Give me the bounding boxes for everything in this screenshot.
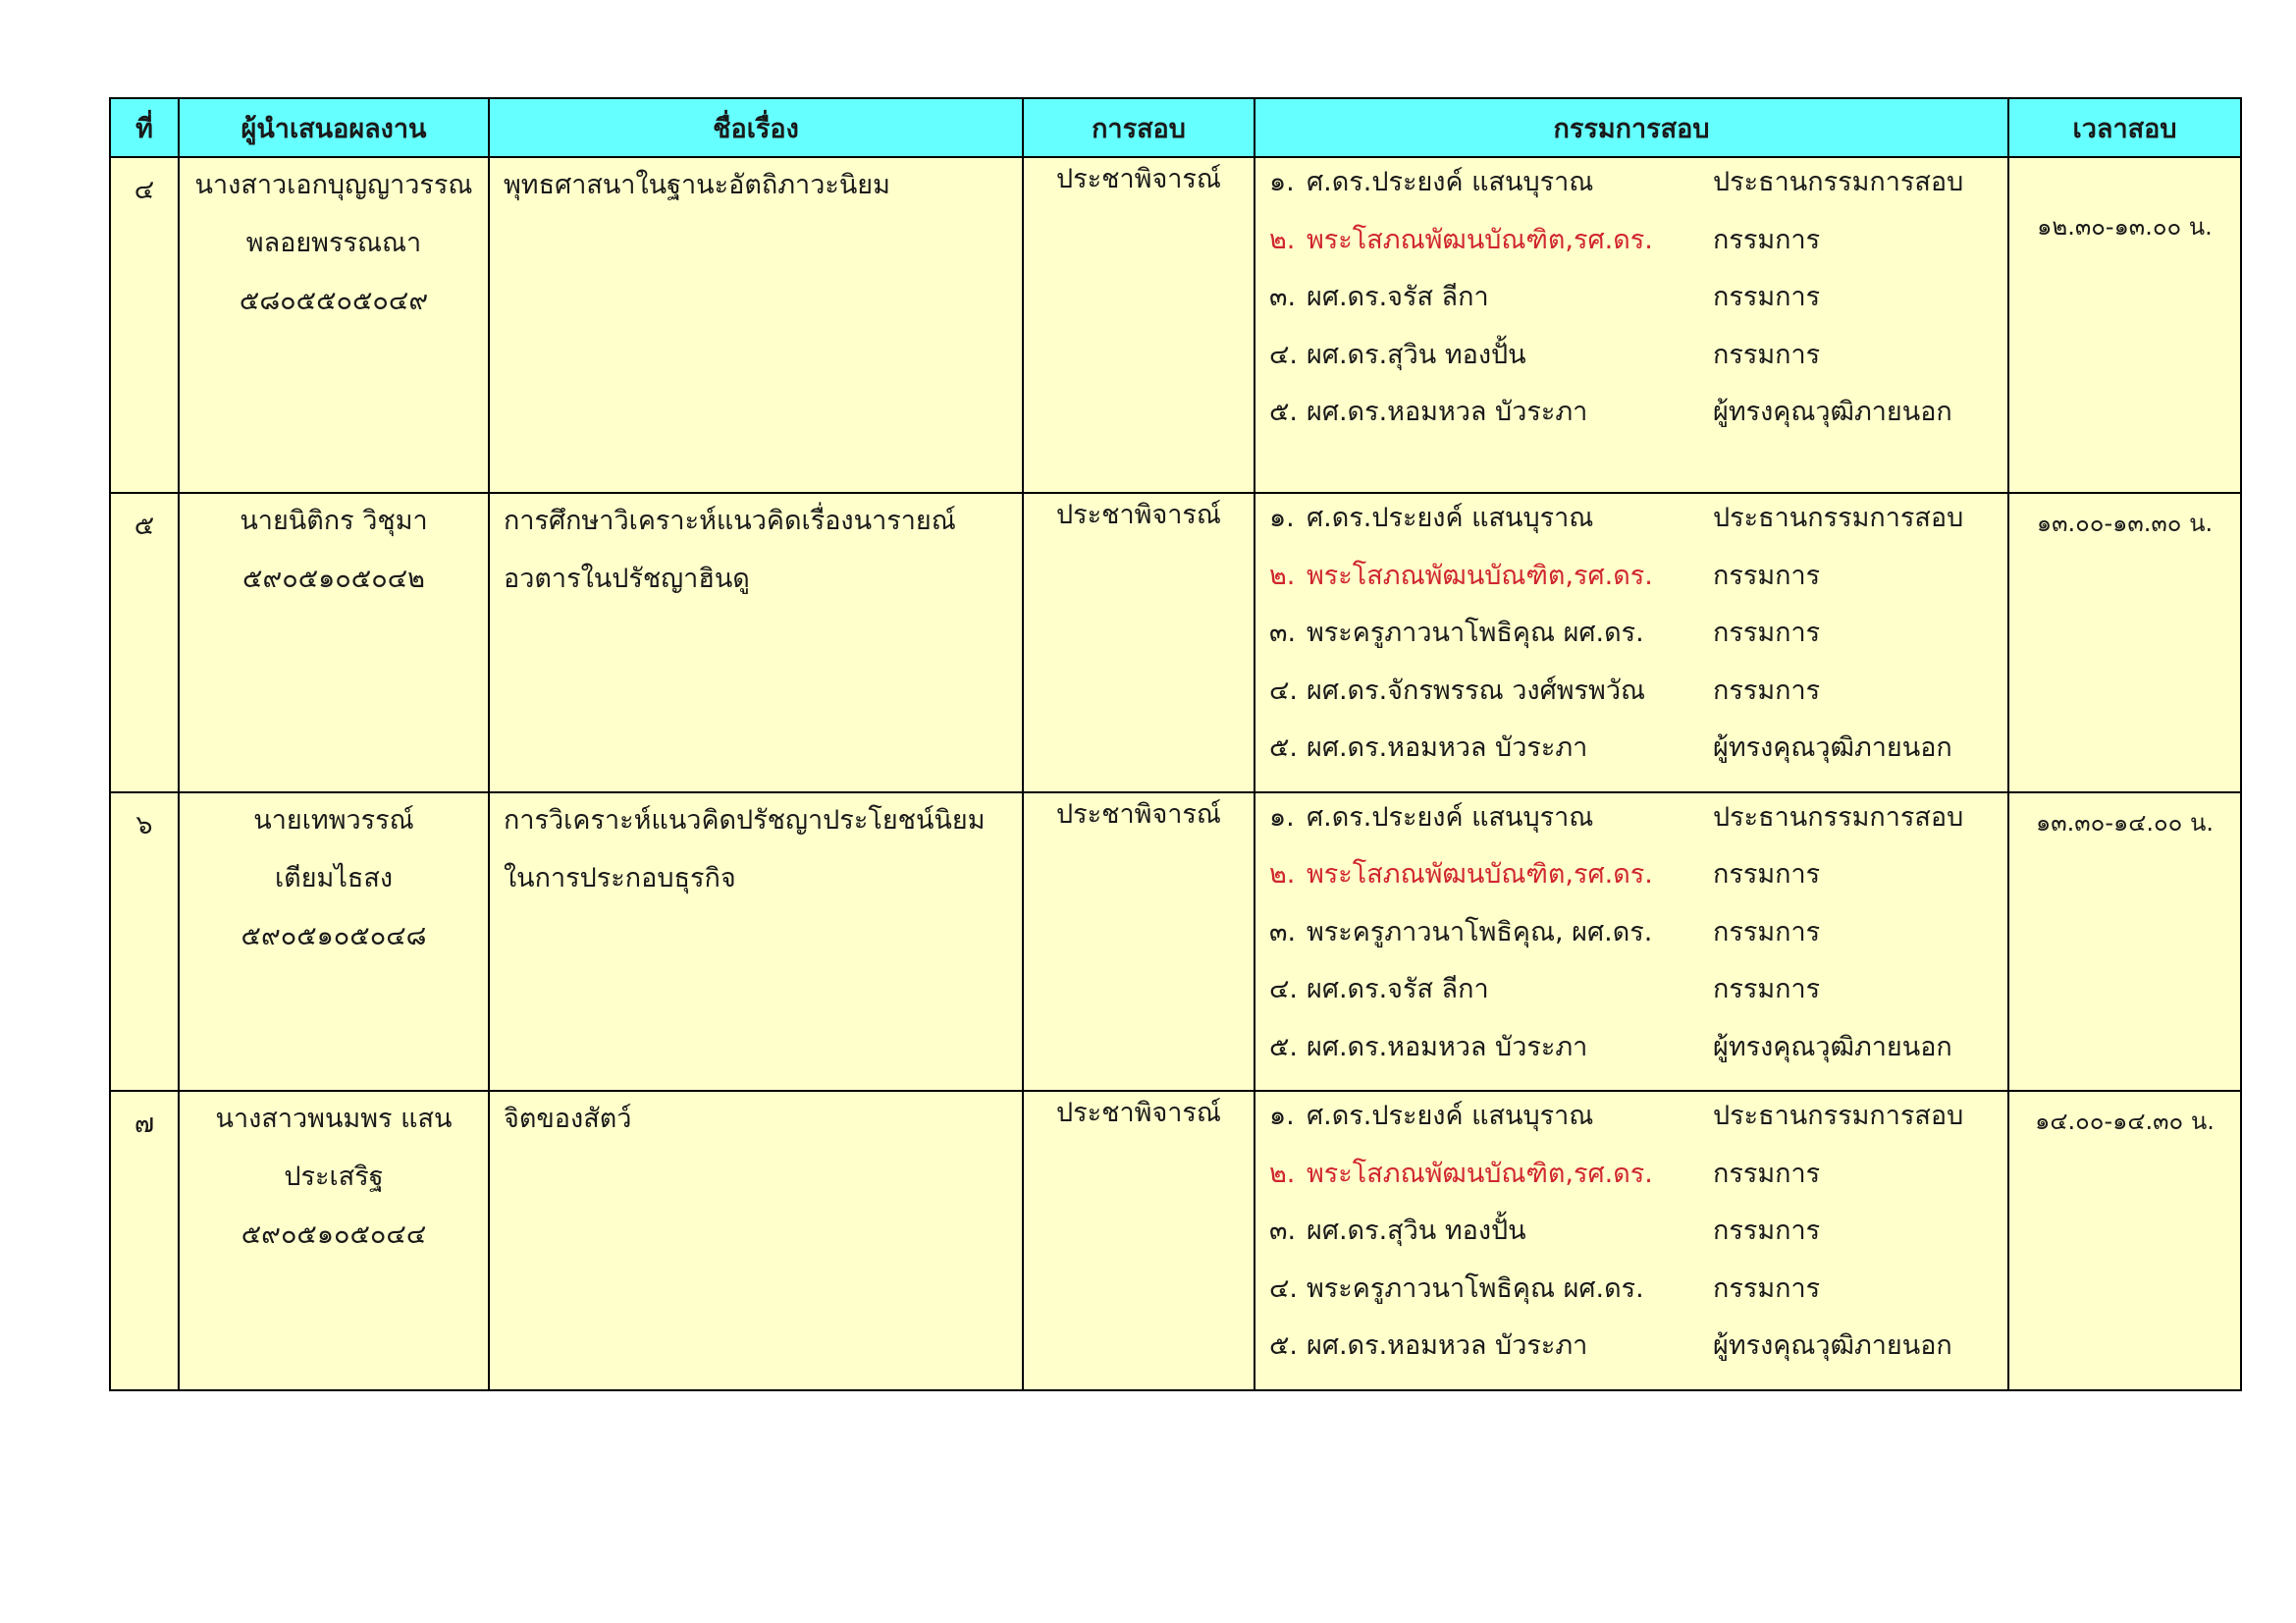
topic-cell <box>489 1091 1023 1390</box>
topic-line: การวิเคราะห์แนวคิดปรัชญาประโยชน์นิยม <box>504 804 986 836</box>
member-name: ผศ.ดร.จรัส ลีกา <box>1307 974 1489 1004</box>
member-role: กรรมการ <box>1713 282 1821 312</box>
presenter-cell <box>179 157 489 493</box>
committee-member <box>1269 168 2007 226</box>
member-name: ผศ.ดร.หอมหวล บัวระภา <box>1307 397 1588 427</box>
header-topic: ชื่อเรื่อง <box>489 98 1023 157</box>
member-name: ผศ.ดร.จรัส ลีกา <box>1307 282 1489 312</box>
exam-type: ประชาพิจารณ์ <box>1023 792 1255 1092</box>
member-index: ๓. <box>1269 916 1297 947</box>
table-row <box>110 157 2241 493</box>
member-index: ๕. <box>1269 397 1299 427</box>
presenter-line: ๕๙๐๕๑๐๕๐๔๒ <box>242 564 425 594</box>
member-name: ผศ.ดร.สุวิน ทองปั้น <box>1307 339 1526 370</box>
topic-cell <box>489 493 1023 792</box>
member-role: กรรมการ <box>1713 1272 1821 1304</box>
member-name: ผศ.ดร.สุวิน ทองปั้น <box>1307 1216 1526 1246</box>
member-index: ๒. <box>1269 859 1296 890</box>
member-index: ๒. <box>1269 560 1296 591</box>
committee-member <box>1269 1102 2007 1160</box>
committee-member <box>1269 562 2007 620</box>
header-time: เวลาสอบ <box>2008 98 2241 157</box>
committee-member <box>1269 1160 2007 1217</box>
committee-member <box>1269 803 2007 861</box>
member-index: ๑. <box>1269 503 1295 533</box>
member-role: กรรมการ <box>1713 974 1821 1004</box>
table-body <box>110 157 2241 1390</box>
committee-cell <box>1255 1091 2008 1390</box>
member-name: ศ.ดร.ประยงค์ แสนบุราณ <box>1307 801 1594 833</box>
member-name: พระโสภณพัฒนบัณฑิต,รศ.ดร. <box>1307 560 1653 591</box>
committee-member <box>1269 733 2007 791</box>
member-role: ประธานกรรมการสอบ <box>1713 503 1964 533</box>
member-role: กรรมการ <box>1713 339 1821 370</box>
committee-member <box>1269 504 2007 562</box>
header-no: ที่ <box>110 98 179 157</box>
member-role: กรรมการ <box>1713 560 1821 591</box>
committee-member <box>1269 975 2007 1033</box>
member-role: ผู้ทรงคุณวุฒิภายนอก <box>1713 1330 1952 1361</box>
committee-member <box>1269 341 2007 399</box>
exam-time: ๑๓.๓๐-๑๔.๐๐ น. <box>2008 792 2241 1092</box>
presenter-line: เตียมไธสง <box>274 862 394 893</box>
header-committee: กรรมการสอบ <box>1255 98 2008 157</box>
member-role: ประธานกรรมการสอบ <box>1713 167 1964 197</box>
member-role: กรรมการ <box>1713 859 1821 890</box>
member-name: ผศ.ดร.จักรพรรณ วงศ์พรพวัณ <box>1307 675 1646 706</box>
member-index: ๒. <box>1269 1158 1296 1189</box>
member-role: กรรมการ <box>1713 675 1821 706</box>
member-name: ผศ.ดร.หอมหวล บัวระภา <box>1307 1330 1588 1361</box>
header-presenter: ผู้นำเสนอผลงาน <box>179 98 489 157</box>
member-index: ๑. <box>1269 167 1295 197</box>
committee-cell <box>1255 493 2008 792</box>
member-index: ๓. <box>1269 282 1297 312</box>
topic-line: จิตของสัตว์ <box>504 1104 632 1134</box>
member-index: ๕. <box>1269 1330 1299 1361</box>
member-role: ผู้ทรงคุณวุฒิภายนอก <box>1713 397 1952 427</box>
member-index: ๑. <box>1269 801 1295 833</box>
committee-cell <box>1255 792 2008 1092</box>
member-name: พระโสภณพัฒนบัณฑิต,รศ.ดร. <box>1307 859 1653 890</box>
row-number: ๔ <box>110 157 179 493</box>
member-role: กรรมการ <box>1713 224 1821 255</box>
exam-type: ประชาพิจารณ์ <box>1023 1091 1255 1390</box>
presenter-line: นายนิติกร วิชุมา <box>240 506 428 536</box>
member-name: ศ.ดร.ประยงค์ แสนบุราณ <box>1307 167 1594 197</box>
presenter-cell <box>179 1091 489 1390</box>
table-row <box>110 1091 2241 1390</box>
committee-member <box>1269 283 2007 341</box>
member-name: พระโสภณพัฒนบัณฑิต,รศ.ดร. <box>1307 1158 1653 1189</box>
committee-member <box>1269 226 2007 284</box>
presenter-line: ๕๙๐๕๑๐๕๐๔๘ <box>240 920 427 951</box>
exam-time: ๑๔.๐๐-๑๔.๓๐ น. <box>2008 1091 2241 1390</box>
header-exam: การสอบ <box>1023 98 1255 157</box>
committee-cell <box>1255 157 2008 493</box>
exam-type: ประชาพิจารณ์ <box>1023 493 1255 792</box>
member-role: ผู้ทรงคุณวุฒิภายนอก <box>1713 1031 1952 1062</box>
member-name: ผศ.ดร.หอมหวล บัวระภา <box>1307 1031 1588 1062</box>
row-number: ๗ <box>110 1091 179 1390</box>
member-name: พระครูภาวนาโพธิคุณ ผศ.ดร. <box>1307 1272 1644 1304</box>
table-row <box>110 493 2241 792</box>
member-role: กรรมการ <box>1713 1158 1821 1189</box>
presenter-line: นายเทพวรรณ์ <box>253 804 414 836</box>
member-role: ประธานกรรมการสอบ <box>1713 801 1964 833</box>
member-index: ๑. <box>1269 1101 1295 1131</box>
committee-member <box>1269 860 2007 918</box>
presenter-line: ๕๙๐๕๑๐๕๐๔๔ <box>240 1219 427 1250</box>
exam-time: ๑๒.๓๐-๑๓.๐๐ น. <box>2008 157 2241 493</box>
member-name: ศ.ดร.ประยงค์ แสนบุราณ <box>1307 503 1594 533</box>
committee-member <box>1269 676 2007 734</box>
member-index: ๔. <box>1269 675 1299 706</box>
topic-line: พุทธศาสนาในฐานะอัตถิภาวะนิยม <box>504 170 890 200</box>
committee-member <box>1269 619 2007 676</box>
table-row <box>110 792 2241 1092</box>
committee-member <box>1269 918 2007 976</box>
topic-line: ในการประกอบธุรกิจ <box>504 862 736 893</box>
member-role: กรรมการ <box>1713 916 1821 947</box>
topic-cell <box>489 792 1023 1092</box>
member-name: พระโสภณพัฒนบัณฑิต,รศ.ดร. <box>1307 224 1653 255</box>
committee-member <box>1269 398 2007 456</box>
presenter-cell <box>179 493 489 792</box>
committee-member <box>1269 1033 2007 1091</box>
topic-cell <box>489 157 1023 493</box>
presenter-line: พลอยพรรณณา <box>245 228 422 258</box>
member-index: ๔. <box>1269 339 1299 370</box>
member-index: ๒. <box>1269 224 1296 255</box>
member-role: ประธานกรรมการสอบ <box>1713 1101 1964 1131</box>
presenter-line: ประเสริฐ <box>284 1162 384 1192</box>
member-index: ๓. <box>1269 618 1297 648</box>
row-number: ๕ <box>110 493 179 792</box>
member-index: ๔. <box>1269 974 1299 1004</box>
committee-member <box>1269 1274 2007 1332</box>
member-role: กรรมการ <box>1713 618 1821 648</box>
row-number: ๖ <box>110 792 179 1092</box>
member-role: กรรมการ <box>1713 1216 1821 1246</box>
member-name: ศ.ดร.ประยงค์ แสนบุราณ <box>1307 1101 1594 1131</box>
presenter-line: นางสาวเอกบุญญาวรรณ <box>194 170 473 200</box>
member-index: ๕. <box>1269 732 1299 763</box>
topic-line: อวตารในปรัชญาฮินดู <box>504 564 750 594</box>
member-name: ผศ.ดร.หอมหวล บัวระภา <box>1307 732 1588 763</box>
member-index: ๓. <box>1269 1216 1297 1246</box>
exam-schedule-table <box>109 97 2242 1391</box>
member-index: ๔. <box>1269 1272 1299 1304</box>
exam-time: ๑๓.๐๐-๑๓.๓๐ น. <box>2008 493 2241 792</box>
exam-type: ประชาพิจารณ์ <box>1023 157 1255 493</box>
topic-line: การศึกษาวิเคราะห์แนวคิดเรื่องนารายณ์ <box>504 506 956 536</box>
member-name: พระครูภาวนาโพธิคุณ ผศ.ดร. <box>1307 618 1644 648</box>
member-role: ผู้ทรงคุณวุฒิภายนอก <box>1713 732 1952 763</box>
presenter-cell <box>179 792 489 1092</box>
member-index: ๕. <box>1269 1031 1299 1062</box>
member-name: พระครูภาวนาโพธิคุณ, ผศ.ดร. <box>1307 916 1653 947</box>
committee-member <box>1269 1217 2007 1274</box>
committee-member <box>1269 1331 2007 1389</box>
presenter-line: ๕๘๐๕๕๐๕๐๔๙ <box>239 286 429 316</box>
presenter-line: นางสาวพนมพร แสน <box>215 1104 453 1134</box>
